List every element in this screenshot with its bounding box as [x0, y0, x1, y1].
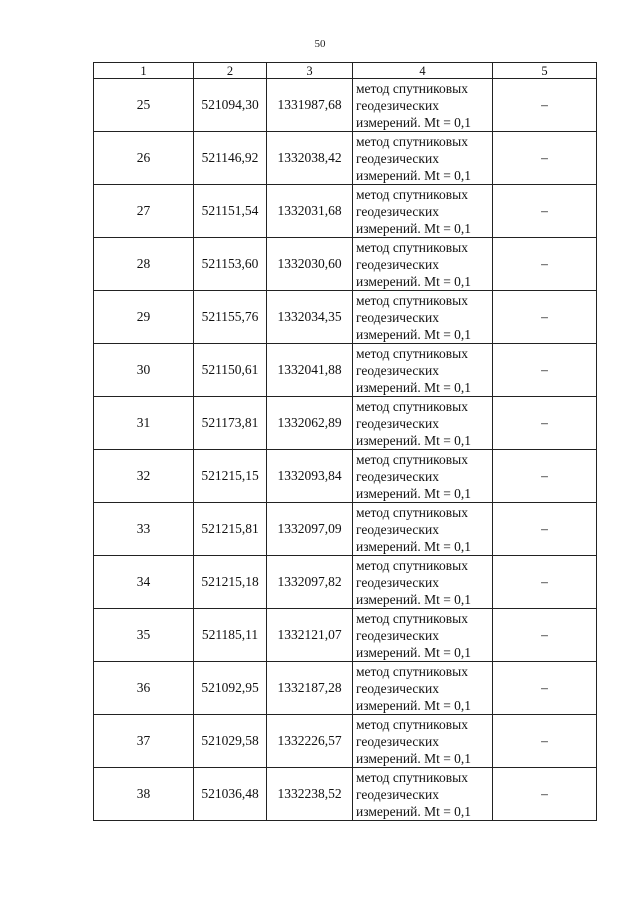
point-number-cell: 29 [94, 291, 194, 344]
x-coordinate-cell: 521155,76 [194, 291, 267, 344]
point-number-cell: 36 [94, 662, 194, 715]
note-cell: – [493, 768, 597, 821]
table-row [94, 238, 597, 291]
x-coordinate-cell: 521173,81 [194, 397, 267, 450]
table-row [94, 344, 597, 397]
table-row [94, 291, 597, 344]
method-cell [353, 556, 493, 609]
note-cell: – [493, 132, 597, 185]
y-coordinate-cell: 1332121,07 [267, 609, 353, 662]
column-header-3: 3 [267, 63, 353, 79]
method-cell [353, 715, 493, 768]
y-coordinate-cell: 1332034,35 [267, 291, 353, 344]
method-cell [353, 132, 493, 185]
table-row [94, 609, 597, 662]
method-line: метод спутниковых [356, 239, 468, 255]
column-header-5: 5 [493, 63, 597, 79]
method-line: измерений. Mt = 0,1 [356, 326, 472, 342]
coordinates-table [93, 62, 597, 821]
method-line: метод спутниковых [356, 133, 468, 149]
method-line: метод спутниковых [356, 186, 468, 202]
point-number-cell: 30 [94, 344, 194, 397]
method-line: метод спутниковых [356, 663, 468, 679]
method-line: измерений. Mt = 0,1 [356, 538, 472, 554]
y-coordinate-cell: 1332030,60 [267, 238, 353, 291]
method-cell [353, 79, 493, 132]
method-line: измерений. Mt = 0,1 [356, 485, 472, 501]
method-line: геодезических [356, 733, 439, 749]
table-row [94, 397, 597, 450]
note-cell: – [493, 662, 597, 715]
header-row [94, 63, 597, 79]
method-line: метод спутниковых [356, 769, 468, 785]
point-number-cell: 31 [94, 397, 194, 450]
point-number-cell: 37 [94, 715, 194, 768]
method-line: измерений. Mt = 0,1 [356, 114, 472, 130]
point-number-cell: 32 [94, 450, 194, 503]
method-cell [353, 503, 493, 556]
method-line: метод спутниковых [356, 504, 468, 520]
table-row [94, 503, 597, 556]
method-line: геодезических [356, 627, 439, 643]
x-coordinate-cell: 521029,58 [194, 715, 267, 768]
method-line: геодезических [356, 468, 439, 484]
method-cell [353, 609, 493, 662]
table-row [94, 662, 597, 715]
method-cell [353, 450, 493, 503]
method-line: измерений. Mt = 0,1 [356, 379, 472, 395]
x-coordinate-cell: 521215,15 [194, 450, 267, 503]
note-cell: – [493, 185, 597, 238]
y-coordinate-cell: 1332187,28 [267, 662, 353, 715]
method-line: измерений. Mt = 0,1 [356, 167, 472, 183]
x-coordinate-cell: 521094,30 [194, 79, 267, 132]
note-cell: – [493, 397, 597, 450]
table-body [94, 79, 597, 821]
note-cell: – [493, 79, 597, 132]
point-number-cell: 27 [94, 185, 194, 238]
method-line: измерений. Mt = 0,1 [356, 803, 472, 819]
method-cell [353, 185, 493, 238]
method-line: метод спутниковых [356, 716, 468, 732]
method-line: измерений. Mt = 0,1 [356, 591, 472, 607]
method-line: геодезических [356, 256, 439, 272]
note-cell: – [493, 238, 597, 291]
point-number-cell: 33 [94, 503, 194, 556]
y-coordinate-cell: 1332226,57 [267, 715, 353, 768]
method-line: геодезических [356, 309, 439, 325]
method-line: геодезических [356, 415, 439, 431]
y-coordinate-cell: 1332097,82 [267, 556, 353, 609]
y-coordinate-cell: 1331987,68 [267, 79, 353, 132]
method-line: метод спутниковых [356, 345, 468, 361]
method-line: метод спутниковых [356, 557, 468, 573]
x-coordinate-cell: 521185,11 [194, 609, 267, 662]
table-row [94, 715, 597, 768]
table-row [94, 185, 597, 238]
x-coordinate-cell: 521153,60 [194, 238, 267, 291]
point-number-cell: 26 [94, 132, 194, 185]
y-coordinate-cell: 1332031,68 [267, 185, 353, 238]
method-line: геодезических [356, 574, 439, 590]
method-line: геодезических [356, 786, 439, 802]
y-coordinate-cell: 1332093,84 [267, 450, 353, 503]
table-row [94, 556, 597, 609]
method-line: измерений. Mt = 0,1 [356, 432, 472, 448]
method-line: измерений. Mt = 0,1 [356, 273, 472, 289]
method-cell [353, 662, 493, 715]
method-line: метод спутниковых [356, 80, 468, 96]
point-number-cell: 35 [94, 609, 194, 662]
note-cell: – [493, 609, 597, 662]
method-cell [353, 344, 493, 397]
method-line: измерений. Mt = 0,1 [356, 750, 472, 766]
column-header-1: 1 [94, 63, 194, 79]
method-cell [353, 291, 493, 344]
x-coordinate-cell: 521036,48 [194, 768, 267, 821]
method-line: геодезических [356, 97, 439, 113]
method-line: геодезических [356, 521, 439, 537]
page-number: 50 [314, 38, 326, 50]
point-number-cell: 25 [94, 79, 194, 132]
method-cell [353, 768, 493, 821]
method-line: метод спутниковых [356, 398, 468, 414]
note-cell: – [493, 344, 597, 397]
x-coordinate-cell: 521146,92 [194, 132, 267, 185]
method-line: геодезических [356, 150, 439, 166]
method-line: геодезических [356, 203, 439, 219]
x-coordinate-cell: 521215,81 [194, 503, 267, 556]
method-line: метод спутниковых [356, 610, 468, 626]
note-cell: – [493, 556, 597, 609]
method-line: метод спутниковых [356, 292, 468, 308]
method-cell [353, 238, 493, 291]
method-cell [353, 397, 493, 450]
note-cell: – [493, 503, 597, 556]
x-coordinate-cell: 521150,61 [194, 344, 267, 397]
method-line: измерений. Mt = 0,1 [356, 697, 472, 713]
method-line: измерений. Mt = 0,1 [356, 644, 472, 660]
note-cell: – [493, 291, 597, 344]
column-header-2: 2 [194, 63, 267, 79]
method-line: геодезических [356, 680, 439, 696]
table-row [94, 132, 597, 185]
table-row [94, 450, 597, 503]
y-coordinate-cell: 1332097,09 [267, 503, 353, 556]
y-coordinate-cell: 1332238,52 [267, 768, 353, 821]
method-line: измерений. Mt = 0,1 [356, 220, 472, 236]
table-row [94, 768, 597, 821]
point-number-cell: 34 [94, 556, 194, 609]
note-cell: – [493, 715, 597, 768]
method-line: геодезических [356, 362, 439, 378]
y-coordinate-cell: 1332041,88 [267, 344, 353, 397]
x-coordinate-cell: 521151,54 [194, 185, 267, 238]
y-coordinate-cell: 1332062,89 [267, 397, 353, 450]
note-cell: – [493, 450, 597, 503]
method-line: метод спутниковых [356, 451, 468, 467]
column-header-4: 4 [353, 63, 493, 79]
x-coordinate-cell: 521092,95 [194, 662, 267, 715]
point-number-cell: 28 [94, 238, 194, 291]
point-number-cell: 38 [94, 768, 194, 821]
table-header [94, 63, 597, 79]
y-coordinate-cell: 1332038,42 [267, 132, 353, 185]
x-coordinate-cell: 521215,18 [194, 556, 267, 609]
table-row [94, 79, 597, 132]
